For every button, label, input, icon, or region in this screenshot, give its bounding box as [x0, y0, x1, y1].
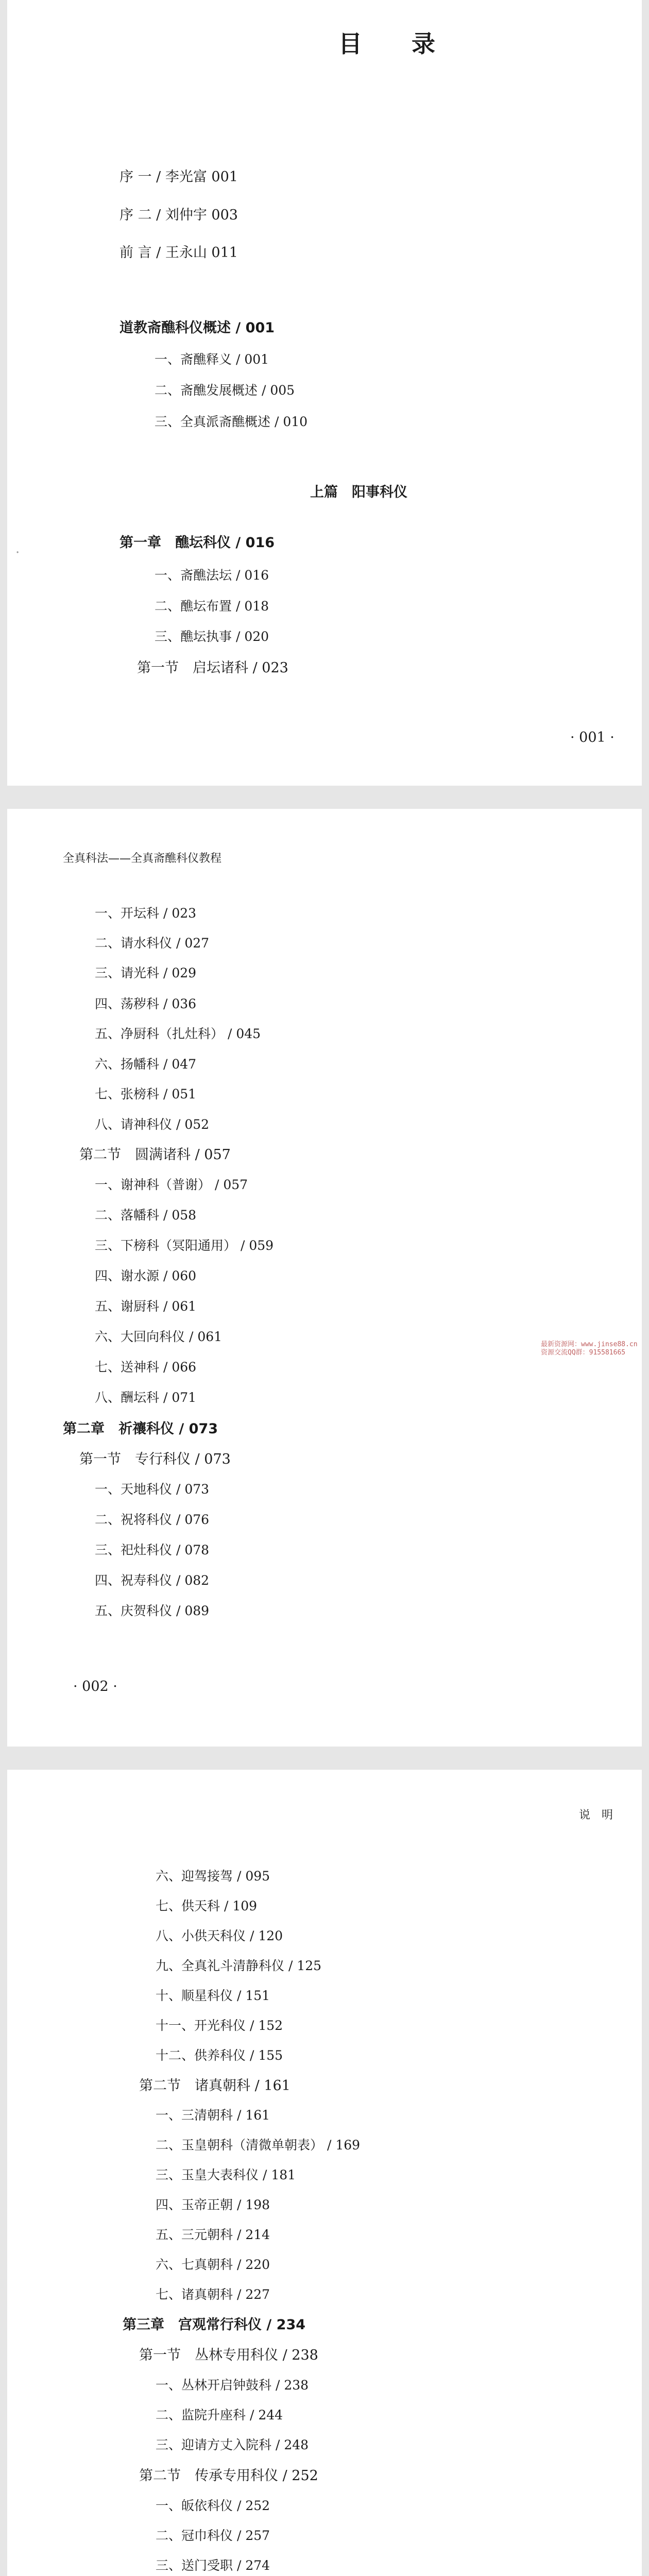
running-head: 全真科法——全真斋醮科仪教程 [63, 852, 222, 865]
watermark-line: 资源交流QQ群：915581665 [541, 1349, 626, 1357]
toc-entry: 三、全真派斋醮概述 / 010 [155, 414, 308, 429]
toc-entry: 二、落幡科 / 058 [95, 1208, 197, 1223]
toc-entry: 一、谢神科（普谢） / 057 [95, 1177, 248, 1192]
toc-entry: 八、酬坛科 / 071 [95, 1390, 197, 1405]
toc-section: 第二节 诸真朝科 / 161 [139, 2078, 291, 2094]
toc-title: 目 录 [338, 30, 456, 58]
toc-entry: 八、小供天科仪 / 120 [156, 1928, 283, 1943]
toc-entry: 九、全真礼斗清静科仪 / 125 [156, 1958, 322, 1973]
page-002 [7, 809, 642, 1747]
toc-entry: 一、皈依科仪 / 252 [156, 2498, 270, 2513]
toc-entry: 三、醮坛执事 / 020 [155, 629, 269, 644]
toc-entry: 二、醮坛布置 / 018 [155, 599, 269, 614]
toc-entry: 十、顺星科仪 / 151 [156, 1988, 270, 2003]
toc-entry: 一、天地科仪 / 073 [95, 1482, 210, 1497]
toc-entry: 三、玉皇大表科仪 / 181 [156, 2167, 296, 2182]
page-001 [7, 0, 642, 786]
running-head: 说 明 [579, 1809, 613, 1822]
toc-section: 第一节 丛林专用科仪 / 238 [139, 2347, 318, 2363]
toc-part-heading: 上篇 阳事科仪 [310, 484, 407, 500]
toc-entry: 七、诸真朝科 / 227 [156, 2287, 270, 2302]
toc-entry: 三、迎请方丈入院科 / 248 [156, 2437, 309, 2452]
toc-entry-preface-2: 序 二 / 刘仲宇 003 [119, 207, 238, 223]
toc-entry: 六、迎驾接驾 / 095 [156, 1869, 270, 1884]
toc-entry: 五、净厨科（扎灶科） / 045 [95, 1026, 261, 1041]
toc-chapter-3: 第三章 宫观常行科仪 / 234 [123, 2317, 306, 2333]
toc-entry: 五、三元朝科 / 214 [156, 2227, 270, 2242]
toc-entry: 一、斋醮法坛 / 016 [155, 568, 269, 583]
toc-entry: 二、玉皇朝科（清微单朝表） / 169 [156, 2138, 361, 2153]
toc-entry: 七、张榜科 / 051 [95, 1087, 197, 1101]
watermark-line: 最新资源网：www.jinse88.cn [541, 1341, 638, 1348]
toc-entry: 二、斋醮发展概述 / 005 [155, 383, 295, 398]
toc-entry: 十二、供养科仪 / 155 [156, 2048, 283, 2063]
toc-entry: 一、开坛科 / 023 [95, 906, 197, 921]
toc-entry-foreword: 前 言 / 王永山 011 [119, 245, 238, 261]
toc-entry: 一、三清朝科 / 161 [156, 2108, 270, 2123]
toc-entry: 七、供天科 / 109 [156, 1899, 258, 1913]
toc-entry-overview: 道教斋醮科仪概述 / 001 [119, 320, 275, 336]
stray-mark: · [15, 545, 20, 561]
toc-entry: 八、请神科仪 / 052 [95, 1117, 210, 1132]
toc-entry: 十一、开光科仪 / 152 [156, 2018, 283, 2033]
toc-entry: 二、监院升座科 / 244 [156, 2408, 283, 2422]
toc-entry: 三、下榜科（冥阳通用） / 059 [95, 1238, 274, 1253]
toc-entry: 六、七真朝科 / 220 [156, 2257, 270, 2272]
toc-entry: 五、庆贺科仪 / 089 [95, 1603, 210, 1618]
toc-entry: 一、丛林开启钟鼓科 / 238 [156, 2378, 309, 2393]
toc-section: 第二节 传承专用科仪 / 252 [139, 2468, 318, 2484]
toc-entry: 四、祝寿科仪 / 082 [95, 1573, 210, 1588]
toc-entry: 六、大回向科仪 / 061 [95, 1329, 223, 1344]
toc-entry: 四、玉帝正朝 / 198 [156, 2197, 270, 2212]
toc-entry: 四、荡秽科 / 036 [95, 996, 197, 1011]
toc-entry: 三、请光科 / 029 [95, 965, 197, 980]
toc-entry: 二、冠巾科仪 / 257 [156, 2528, 270, 2543]
page-number: · 002 · [73, 1679, 117, 1694]
toc-entry: 一、斋醮释义 / 001 [155, 352, 269, 367]
toc-entry: 三、祀灶科仪 / 078 [95, 1543, 210, 1557]
toc-entry-preface-1: 序 一 / 李光富 001 [119, 169, 238, 185]
toc-section: 第二节 圆满诸科 / 057 [79, 1147, 231, 1163]
toc-chapter-2: 第二章 祈禳科仪 / 073 [63, 1421, 218, 1437]
toc-section: 第一节 专行科仪 / 073 [79, 1451, 231, 1467]
toc-section: 第一节 启坛诸科 / 023 [137, 660, 288, 676]
toc-entry: 二、祝将科仪 / 076 [95, 1512, 210, 1527]
page-number: · 001 · [570, 730, 614, 745]
toc-entry: 六、扬幡科 / 047 [95, 1057, 197, 1072]
page-003 [7, 1770, 642, 2576]
toc-entry: 七、送神科 / 066 [95, 1360, 197, 1375]
toc-entry: 二、请水科仪 / 027 [95, 936, 210, 951]
watermark [541, 1341, 638, 1358]
toc-entry: 三、送门受职 / 274 [156, 2558, 270, 2573]
toc-entry: 四、谢水源 / 060 [95, 1268, 197, 1283]
toc-entry: 五、谢厨科 / 061 [95, 1299, 197, 1314]
toc-chapter-1: 第一章 醮坛科仪 / 016 [119, 535, 275, 551]
